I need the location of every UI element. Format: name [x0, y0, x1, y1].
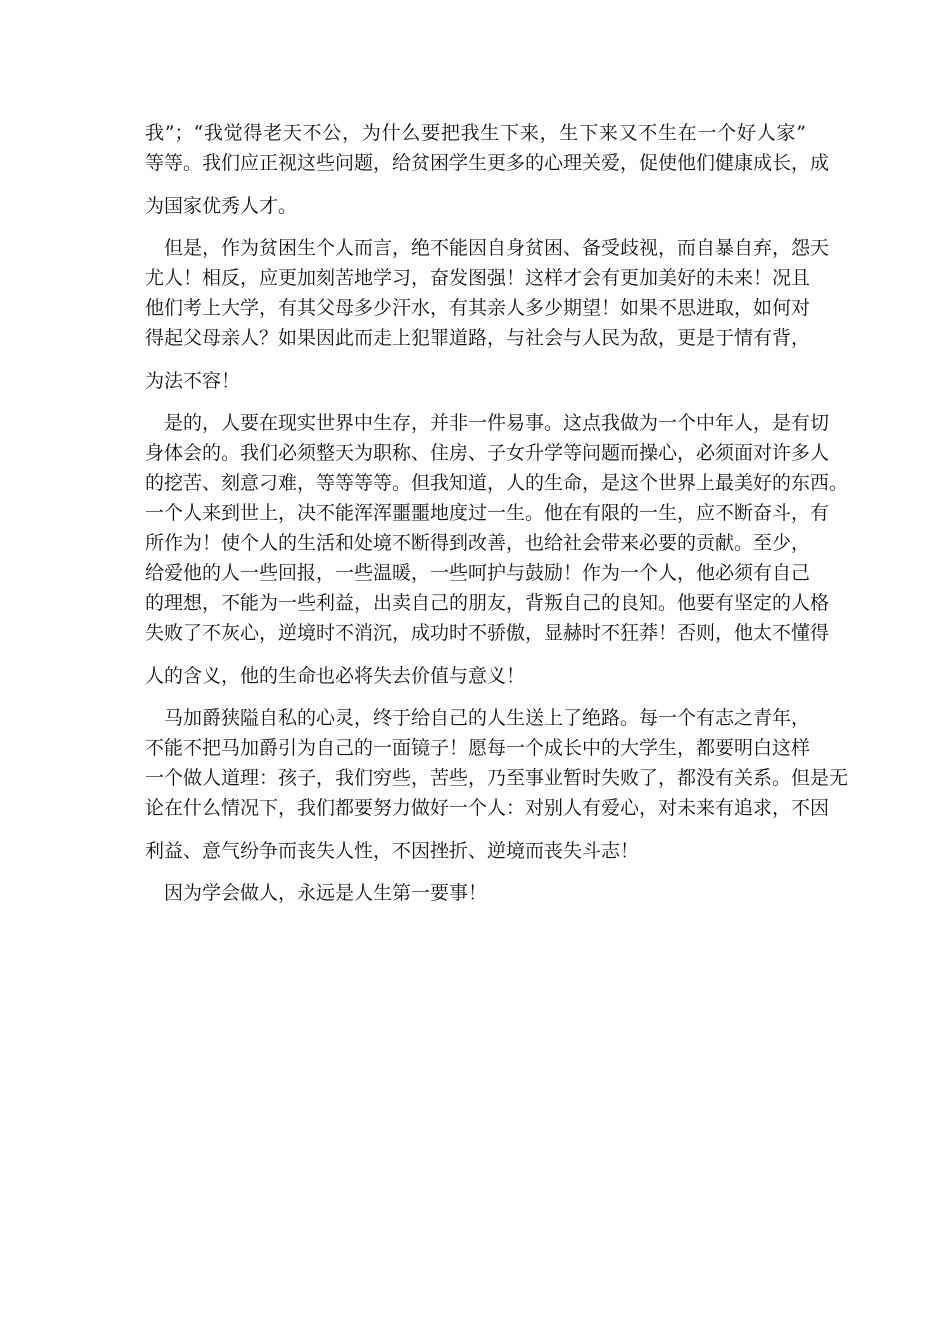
text-line: 的理想，不能为一些利益，出卖自己的朋友，背叛自己的良知。他要有坚定的人格: [145, 592, 830, 614]
text-line: 为国家优秀人才。: [145, 195, 298, 217]
text-line: 身体会的。我们必须整天为职称、住房、子女升学等问题而操心，必须面对许多人: [145, 442, 830, 464]
text-line: 一个人来到世上，决不能浑浑噩噩地度过一生。他在有限的一生，应不断奋斗，有: [145, 502, 830, 524]
paragraph-2: [145, 233, 830, 396]
text-line: 的挖苦、刻意刁难，等等等等。但我知道，人的生命，是这个世界上最美好的东西。: [145, 472, 849, 494]
text-line: 因为学会做人，永远是人生第一要事！: [145, 882, 488, 904]
text-line: 给爱他的人一些回报，一些温暖，一些呵护与鼓励！作为一个人，他必须有自己: [145, 562, 811, 584]
paragraph-3: [145, 408, 849, 691]
text-line: 一个做人道理：孩子，我们穷些，苦些，乃至事业暂时失败了，都没有关系。但是无: [145, 767, 849, 789]
document-body: [145, 118, 849, 908]
text-line: 马加爵狭隘自私的心灵，终于给自己的人生送上了绝路。每一个有志之青年，: [145, 707, 811, 729]
text-line: 人的含义，他的生命也必将失去价值与意义！: [145, 665, 526, 687]
text-line: 利益、意气纷争而丧失人性，不因挫折、逆境而丧失斗志！: [145, 840, 640, 862]
text-line: 不能不把马加爵引为自己的一面镜子！愿每一个成长中的大学生，都要明白这样: [145, 737, 811, 759]
paragraph-5: [145, 878, 806, 908]
text-line: 他们考上大学，有其父母多少汗水，有其亲人多少期望！如果不思进取，如何对: [145, 297, 811, 319]
text-line: 论在什么情况下，我们都要努力做好一个人：对别人有爱心，对未来有追求，不因: [145, 797, 830, 819]
text-line: 我”；“我觉得老天不公，为什么要把我生下来，生下来又不生在一个好人家”: [145, 122, 806, 144]
text-line: 是的，人要在现实世界中生存，并非一件易事。这点我做为一个中年人，是有切: [145, 412, 830, 434]
text-line: 得起父母亲人？如果因此而走上犯罪道路，与社会与人民为敌，更是于情有背，: [145, 327, 811, 349]
text-line: 等等。我们应正视这些问题，给贫困学生更多的心理关爱，促使他们健康成长，成: [145, 152, 830, 174]
text-line: 尤人！相反，应更加刻苦地学习，奋发图强！这样才会有更加美好的未来！况且: [145, 267, 811, 289]
text-line: 但是，作为贫困生个人而言，绝不能因自身贫困、备受歧视，而自暴自弃，怨天: [145, 237, 830, 259]
paragraph-1: [145, 118, 830, 221]
text-line: 失败了不灰心，逆境时不消沉，成功时不骄傲，显赫时不狂莽！否则，他太不懂得: [145, 622, 830, 644]
paragraph-4: [145, 703, 849, 866]
text-line: 为法不容！: [145, 370, 241, 392]
text-line: 所作为！使个人的生活和处境不断得到改善，也给社会带来必要的贡献。至少，: [145, 532, 811, 554]
